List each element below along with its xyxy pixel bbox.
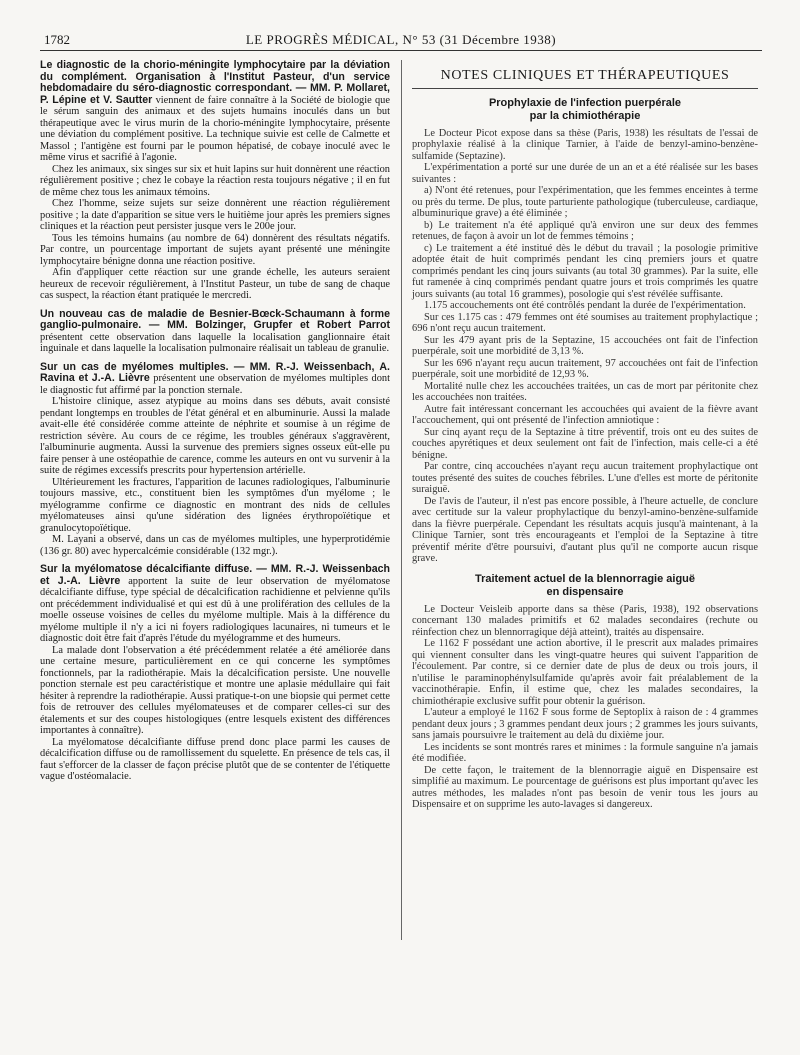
running-header [40, 28, 762, 50]
heading-line: en dispensaire [546, 585, 624, 598]
article-paragraph: Ultérieurement les fractures, l'apparition de lacunes radiologiques, l'albuminurie toujours massive, etc., constituent bien les symptômes d'un myélome ; le myélogramme confirme ce diagnostic en montrant des nids de cellules myélomateuses ainsi qu'une sidération des lignées érythropoïétique et granulocytopoïétique. [40, 476, 390, 534]
article-paragraph: b) Le traitement n'a été appliqué qu'à environ une sur deux des femmes retenues, de façon à avoir un lot de femmes témoins ; [412, 219, 758, 242]
article-chorio-meningite [40, 60, 390, 302]
article-paragraph: a) N'ont été retenues, pour l'expérimentation, que les femmes enceintes à terme ou près du terme. De plus, toute parturiente pathologique (tuberculeuse, cardiaque, albuminurique grave) a été éliminée ; [412, 185, 758, 219]
journal-title: LE PROGRÈS MÉDICAL, N° 53 (31 Décembre 1938) [245, 32, 557, 47]
article-heading [412, 573, 758, 599]
right-column [412, 60, 758, 811]
article-paragraph: Mortalité nulle chez les accouchées traitées, un cas de mort par péritonite chez les accouchées non traitées. [412, 380, 758, 403]
heading-line: Traitement actuel de la blennorragie aiguë [474, 572, 696, 585]
article-lead: présentent cette observation dans laquelle la localisation ganglionnaire était inguinale et dans laquelle la localisation pulmonaire réalisait un tableau de granulie. [40, 331, 390, 354]
article-lead: apportent la suite de leur observation de myélomatose décalcifiante diffuse, type spécial de décalcification rachidienne et pelvienne qu'ils ont précédemment individualisé et qui est dû à une prolifération des cellules de la moelle osseuse voisines de celles du myélome multiple. Mais à la différence du myélome multiple il n'y a ici ni foyers radiologiques lacunaires, ni tumeurs et le diagnostic doit être fait d'après l'étude du myélogramme et des humeurs. [40, 575, 390, 644]
article-myelomatose [40, 564, 390, 783]
heading-line: Prophylaxie de l'infection puerpérale [488, 96, 682, 109]
article-heading: Le diagnostic de la chorio-méningite lymphocytaire par la déviation du complément. Organisation à l'Institut Pasteur, d'un service hebdomadaire du séro-diagnostic correspondant. — MM. P. Mollaret, P. Lépine et V. Sautter [40, 59, 390, 106]
article-paragraph: Par contre, cinq accouchées n'ayant reçu aucun traitement prophylactique ont toutes présenté des suites de couches fébriles. L'une d'elles est morte de péritonite suraiguë. [412, 461, 758, 495]
article-paragraph: De cette façon, le traitement de la blennorragie aiguë en Dispensaire est simplifié au maximum. Le pourcentage de guérisons est plus important qu'avec les autres méthodes, les malades n'ont pas besoin de venir tous les jours au Dispensaire et on supprime les auto-lavages si dangereux. [412, 764, 758, 810]
article-heading: Un nouveau cas de maladie de Besnier-Bœck-Schaumann à forme ganglio-pulmonaire. — MM. Bolzinger, Grupfer et Robert Parrot [40, 307, 390, 331]
article-paragraph: Tous les témoins humains (au nombre de 64) donnèrent des résultats négatifs. Par contre, un pourcentage important de sujets ayant présenté une méningite lymphocytaire bénigne donna une réaction positive. [40, 232, 390, 267]
article-myelomes [40, 362, 390, 558]
article-blennorragie [412, 573, 758, 811]
column-divider [401, 60, 402, 940]
article-paragraph: La myélomatose décalcifiante diffuse prend donc place parmi les causes de décalcification diffuse ou de ramollissement du squelette. En présence de tels cas, il faut s'efforcer de la classer de façon précise plutôt que de se contenter de l'étiquette vague d'ostéomalacie. [40, 736, 390, 782]
article-paragraph: c) Le traitement a été institué dès le début du travail ; la posologie primitive adoptée était de huit comprimés pendant les cinq premiers jours et quatre comprimés pendant les cinq jours suivants (au total 30 grammes). Par la suite, elle fut ramenée à cinq comprimés pendant quatre jours et trois comprimés les quatre jours suivants (au total 16 grammes), posologie qui s'est révélée suffisante. [412, 242, 758, 300]
header-rule [40, 50, 762, 51]
article-paragraph: De l'avis de l'auteur, il n'est pas encore possible, à l'heure actuelle, de conclure avec certitude sur la valeur prophylactique du benzyl-amino-benzène-sulfamide dans la fièvre puerpérale. Cependant les résultats acquis jusqu'à maintenant, à la Clinique Tarnier, sont très encourageants et l'emploi de la Septazine à titre préventif mérite d'être poursuivi, d'autant plus qu'il ne comporte aucun risque grave. [412, 495, 758, 564]
article-paragraph: Sur ces 1.175 cas : 479 femmes ont été soumises au traitement prophylactique ; 696 n'ont reçu aucun traitement. [412, 311, 758, 334]
left-column [40, 60, 390, 790]
article-paragraph [40, 362, 390, 397]
article-paragraph: L'expérimentation a porté sur une durée de un an et a été réalisée sur les bases suivantes : [412, 162, 758, 185]
heading-line: par la chimiothérapie [529, 109, 641, 122]
section-title: NOTES CLINIQUES ET THÉRAPEUTIQUES [412, 66, 758, 89]
article-lead: présentent une observation de myélomes multiples dont le diagnostic fut affirmé par la ponction sternale. [40, 373, 390, 396]
article-paragraph: Afin d'appliquer cette réaction sur une grande échelle, les auteurs seraient heureux de recevoir régulièrement, à l'Institut Pasteur, un tube de sang de chaque cas suspect, la réaction étant pratiquée le mercredi. [40, 267, 390, 301]
article-paragraph [40, 60, 390, 164]
article-lead: viennent de faire connaître à la Société de biologie que le sérum sanguin des animaux et des sujets humains inoculés dans un but thérapeutique avec le virus murin de la chorio-méningite lymphocytaire, présente une déviation du complément positive. La technique suivie est celle de Calmette et Massol ; l'antigène est fourni par le poumon hépatisé, de cobaye inoculé avec le même virus et sacrifié à l'agonie. [40, 94, 390, 163]
article-paragraph: Chez l'homme, seize sujets sur seize donnèrent une réaction régulièrement positive ; la date d'apparition se situe vers le huitième jour après les premiers signes cliniques et la réaction peut persister jusque vers le 200e jour. [40, 198, 390, 232]
article-paragraph [40, 564, 390, 645]
article-paragraph: L'histoire clinique, assez atypique au moins dans ses débuts, avait consisté pendant longtemps en troubles de l'état général et en albuminurie. Aussi la malade avait-elle été considérée comme atteinte de néphrite et soumise à un régime de restriction sévère. Au cours de ce régime, les troubles généraux s'aggravèrent, l'albuminurie augmenta. Aussi la survenue des premiers signes osseux eût-elle pu faire penser à une ostéopathie de carence, comme les auteurs en ont vu survenir à la suite de régimes excessifs prescrits pour hypertension artérielle. [40, 396, 390, 476]
article-besnier-boeck [40, 309, 390, 355]
article-paragraph: Chez les animaux, six singes sur six et huit lapins sur huit donnèrent une réaction régulièrement positive ; chez le cobaye la réaction resta toujours négative ; il en fut de même chez tous les animaux témoins. [40, 163, 390, 198]
article-heading [412, 97, 758, 123]
article-paragraph: M. Layani a observé, dans un cas de myélomes multiples, une hyperprotidémie (136 gr. 80) avec hypercalcémie considérable (132 mgr.). [40, 534, 390, 557]
article-paragraph: Sur cinq ayant reçu de la Septazine à titre préventif, trois ont eu des suites de couches apyrétiques et deux seulement ont fait de l'infection, mais celle-ci a été bénigne. [412, 426, 758, 461]
article-paragraph [40, 309, 390, 355]
page-number: 1782 [44, 32, 70, 47]
article-paragraph: La malade dont l'observation a été précédemment relatée a été améliorée dans une certaine mesure, particulièrement en ce qui concerne les symptômes fonctionnels, par la radiothérapie. Mais la décalcification persiste. Une nouvelle ponction sternale est peu caractéristique et montre une aplasie médullaire qui fait hésiter à reprendre la radiothérapie. Aussi pratique-t-on une biopsie qui permet cette fois de retrouver des cellules myélomateuses et de comparer celles-ci sur des étalements et sur des coupes histologiques (entre lesquels existent des différences importantes à connaître). [40, 644, 390, 736]
article-paragraph: Sur les 479 ayant pris de la Septazine, 15 accouchées ont fait de l'infection puerpérale, soit une morbidité de 3,13 %. [412, 334, 758, 357]
article-heading: Sur la myélomatose décalcifiante diffuse. — MM. R.-J. Weissenbach et J.-A. Lièvre [40, 563, 390, 587]
article-paragraph: Le Docteur Picot expose dans sa thèse (Paris, 1938) les résultats de l'essai de prophylaxie réalisé à la clinique Tarnier, à l'aide de benzyl-amino-benzène-sulfamide (Septazine). [412, 127, 758, 162]
article-paragraph: Le Docteur Veisleib apporte dans sa thèse (Paris, 1938), 192 observations concernant 130 malades primitifs et 62 malades secondaires (rechute ou réinfection chez un blennorragique déjà atteint), traités au dispensaire. [412, 603, 758, 638]
article-paragraph: L'auteur a employé le 1162 F sous forme de Septoplix à raison de : 4 grammes pendant deux jours ; 3 grammes pendant deux jours ; 2 grammes les jours suivants, sans jamais poursuivre le traitement au delà du dixième jour. [412, 707, 758, 741]
article-prophylaxie [412, 97, 758, 565]
article-heading: Sur un cas de myélomes multiples. — MM. R.-J. Weissenbach, A. Ravina et J.-A. Lièvre [40, 360, 390, 384]
article-paragraph: Les incidents se sont montrés rares et minimes : la formule sanguine n'a jamais été modifiée. [412, 741, 758, 764]
article-paragraph: Sur les 696 n'ayant reçu aucun traitement, 97 accouchées ont fait de l'infection puerpérale, soit une morbidité de 12,93 %. [412, 357, 758, 380]
article-paragraph: Autre fait intéressant concernant les accouchées qui avaient de la fièvre avant l'accouchement, qui ont présenté de l'infection amniotique : [412, 403, 758, 426]
article-paragraph: 1.175 accouchements ont été contrôlés pendant la durée de l'expérimentation. [424, 300, 746, 311]
article-paragraph: Le 1162 F possédant une action abortive, il le prescrit aux malades primaires qui viennent consulter dans les vingt-quatre heures qui suivent l'apparition de l'écoulement. Par contre, si ce dernier date de plus de deux ou trois jours, il n'utilise le paraminophénylsulfamide qu'après avoir fait préalablement de la vaccinothérapie. Enfin, il estime que, chez les malades secondaires, la chimiothérapie exclusive suffit pour obtenir la guérison. [412, 638, 758, 707]
